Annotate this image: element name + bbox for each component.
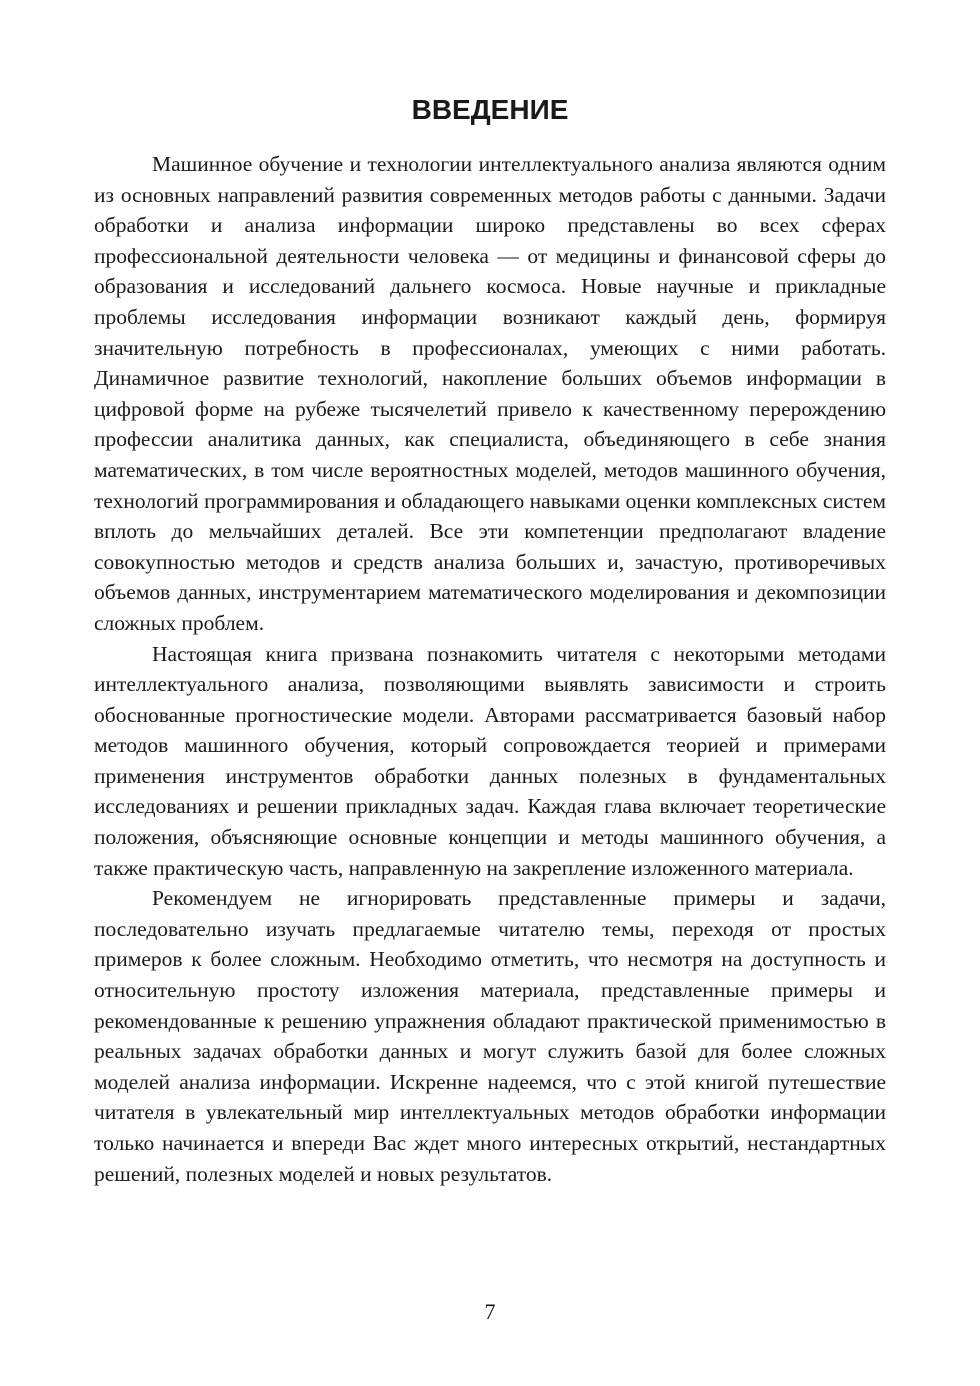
paragraph-3: Рекомендуем не игнорировать представленные примеры и задачи, последовательно изучать предлагаемые читателю темы, переходя от простых примеров к более сложным. Необходимо отметить, что несмотря на доступность и относительную простоту изложения материала, представленные примеры и рекомендованные к решению упражнения обладают практической применимостью в реальных задачах обработки данных и могут служить базой для более сложных моделей анализа информации. Искренне надеемся, что с этой книгой путешествие читателя в увлекательный мир интеллектуальных методов обработки информации только начинается и впереди Вас ждет много интересных открытий, нестандартных решений, полезных моделей и новых результатов.: [94, 886, 886, 1186]
paragraph-1: Машинное обучение и технологии интеллектуального анализа являются одним из основных направлений развития современных методов работы с данными. Задачи обработки и анализа информации широко представлены во всех сферах профессиональной деятельности человека — от медицины и финансовой сферы до образования и исследований дальнего космоса. Новые научные и прикладные проблемы исследования информации возникают каждый день, формируя значительную потребность в профессионалах, умеющих с ними работать. Динамичное развитие технологий, накопление больших объемов информации в цифровой форме на рубеже тысячелетий привело к качественному перерождению профессии аналитика данных, как специалиста, объединяющего в себе знания математических, в том числе вероятностных моделей, методов машинного обучения, технологий программирования и обладающего навыками оценки комплексных систем вплоть до мельчайших деталей. Все эти компетенции предполагают владение совокупностью методов и средств анализа больших и, зачастую, противоречивых объемов данных, инструментарием математического моделирования и декомпозиции сложных проблем.: [94, 152, 886, 635]
paragraph-2: Настоящая книга призвана познакомить читателя с некоторыми методами интеллектуального анализа, позволяющими выявлять зависимости и строить обоснованные прогностические модели. Авторами рассматривается базовый набор методов машинного обучения, который сопровождается теорией и примерами применения инструментов обработки данных полезных в фундаментальных исследованиях и решении прикладных задач. Каждая глава включает теоретические положения, объясняющие основные концепции и методы машинного обучения, а также практическую часть, направленную на закрепление изложенного материала.: [94, 641, 886, 880]
page-number: 7: [484, 1299, 496, 1324]
body-text: [94, 149, 886, 1189]
page-title: ВВЕДЕНИЕ: [411, 94, 569, 125]
